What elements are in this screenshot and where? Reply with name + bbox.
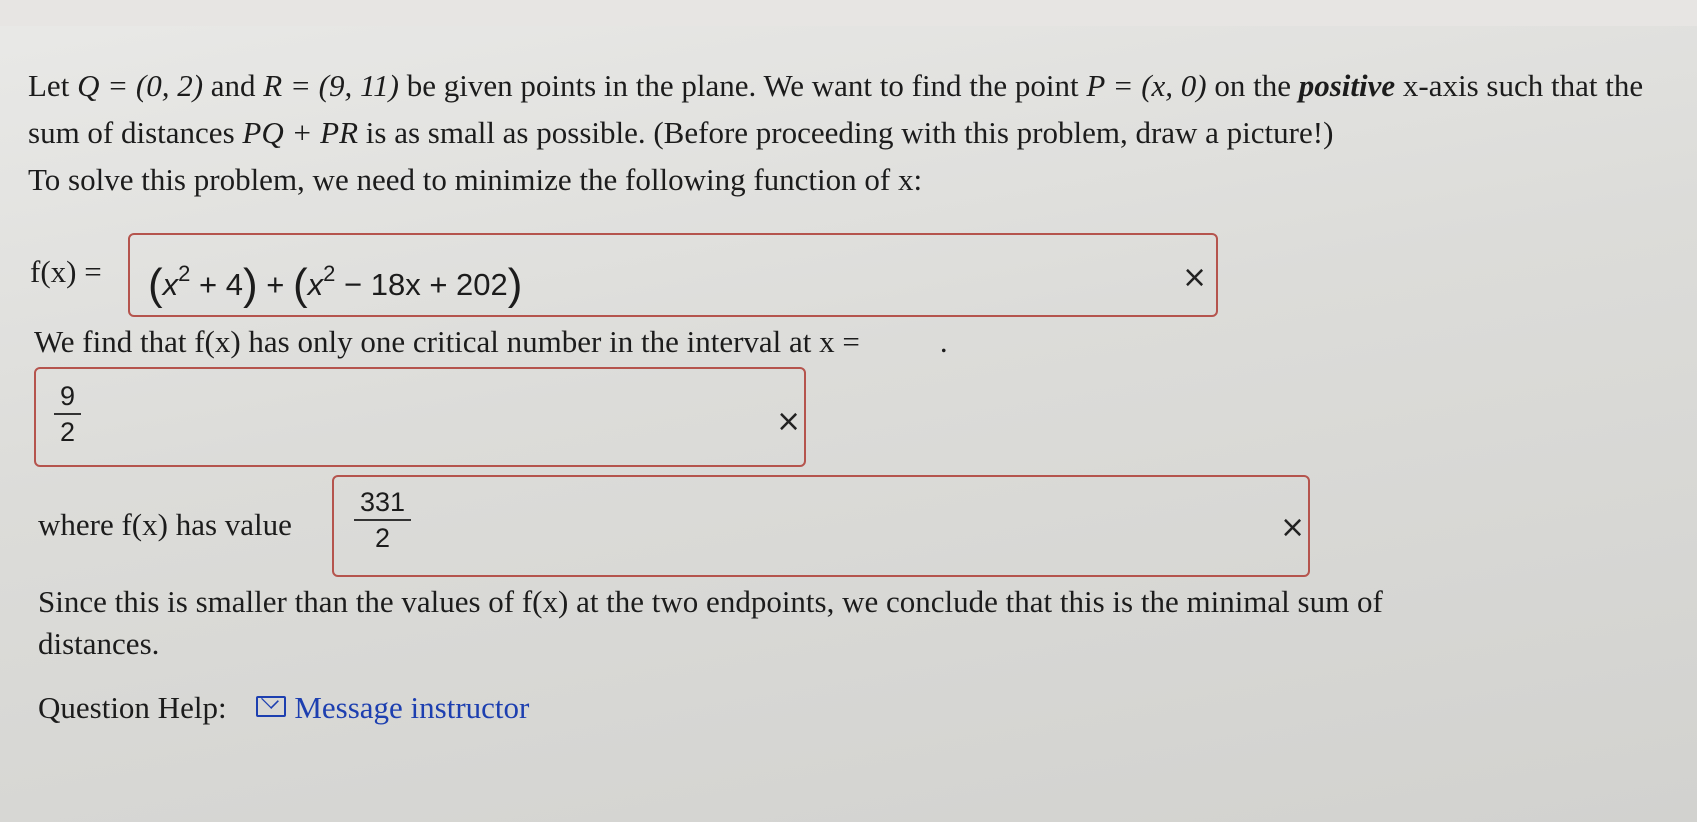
term-base: x xyxy=(162,267,179,302)
distance-sum: PQ + PR xyxy=(242,115,359,150)
top-strip xyxy=(0,0,1697,26)
question-body xyxy=(28,62,1648,203)
critical-text xyxy=(34,322,948,362)
plus-sign: + xyxy=(257,267,293,302)
period: . xyxy=(939,324,948,359)
paren-open: ( xyxy=(148,260,163,309)
term-exponent: 2 xyxy=(323,261,336,286)
point-r: R = (9, 11) xyxy=(263,68,399,103)
link-label: Message instructor xyxy=(294,690,530,725)
text-segment: and xyxy=(203,68,264,103)
incorrect-icon: × xyxy=(1182,260,1208,295)
fraction-numerator: 331 xyxy=(360,487,406,517)
function-answer-box[interactable] xyxy=(128,233,1218,317)
emphasis-positive: positive xyxy=(1298,68,1396,103)
text-segment: Let xyxy=(28,68,78,103)
point-q: Q = (0, 2) xyxy=(77,68,204,103)
point-p: P = (x, 0) xyxy=(1086,68,1207,103)
incorrect-icon: × xyxy=(776,404,802,439)
term-rest: − 18x + 202 xyxy=(335,267,508,302)
problem-text xyxy=(28,62,1648,156)
critical-answer-box[interactable] xyxy=(34,367,806,467)
paren-close: ) xyxy=(242,260,258,309)
message-instructor-link[interactable] xyxy=(256,690,529,725)
value-label: where f(x) has value xyxy=(38,507,292,542)
paren-open: ( xyxy=(292,260,308,309)
term-rest: + 4 xyxy=(190,267,243,302)
text-segment: x-axis such that the sum of distances xyxy=(28,68,1644,150)
question-help xyxy=(38,688,529,728)
fraction-numerator: 9 xyxy=(60,381,76,411)
fraction-denominator: 2 xyxy=(60,417,76,447)
term-exponent: 2 xyxy=(178,261,191,286)
term-base: x xyxy=(307,267,324,302)
fraction-denominator: 2 xyxy=(375,523,391,553)
paren-close: ) xyxy=(507,260,523,309)
critical-label: We find that f(x) has only one critical number in the interval at x = xyxy=(34,324,860,359)
value-fraction xyxy=(354,485,411,555)
critical-fraction xyxy=(54,379,81,449)
function-label: f(x) = xyxy=(30,254,102,289)
problem-statement xyxy=(28,62,1648,203)
value-answer-box[interactable] xyxy=(332,475,1310,577)
minimize-text: To solve this problem, we need to minimize the following function of x: xyxy=(28,162,923,197)
text-segment: be given points in the plane. We want to find the point xyxy=(398,68,1087,103)
text-segment: is as small as possible. (Before proceeding with this problem, draw a picture!) xyxy=(358,115,1334,150)
function-expression xyxy=(148,249,522,310)
help-label: Question Help: xyxy=(38,690,227,725)
conclusion-text: Since this is smaller than the values of f(x) at the two endpoints, we conclude that this is the minimal sum of distances. xyxy=(38,584,1383,661)
envelope-icon xyxy=(256,696,286,717)
incorrect-icon: × xyxy=(1280,510,1306,545)
text-segment: on the xyxy=(1206,68,1291,103)
